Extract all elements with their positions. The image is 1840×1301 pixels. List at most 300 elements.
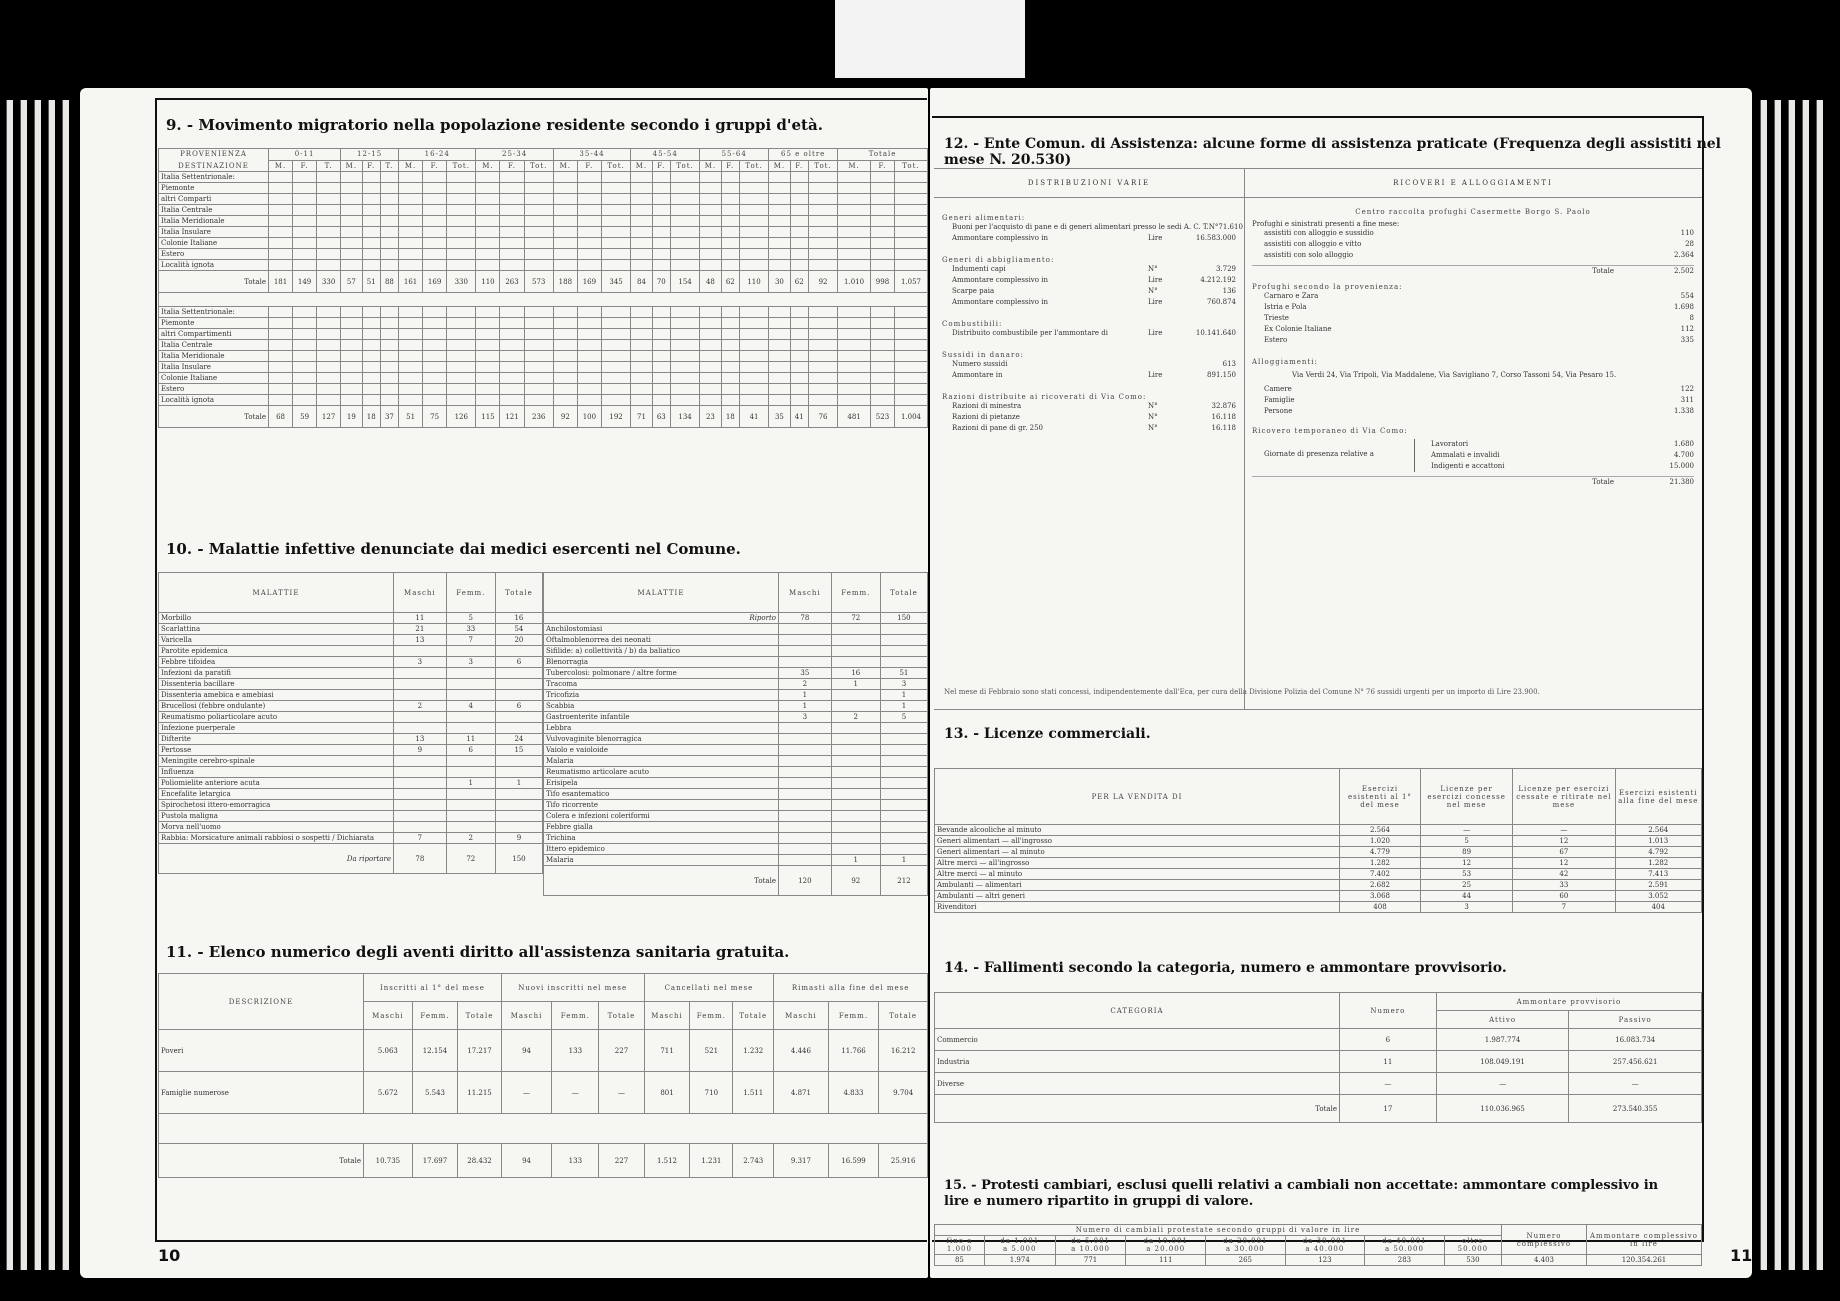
t9-cell [399,384,423,395]
t12-left-value: 891.150 [1207,371,1236,379]
table-row [159,646,543,657]
t9-cell [895,395,928,406]
t9-cell [739,395,768,406]
table-row [159,613,543,624]
t11-subheader: Maschi [774,1002,828,1030]
t10-riporto-f: 72 [831,613,880,624]
t9-cell [423,307,447,318]
t12-left-label: Razioni di pietanze [952,413,1020,421]
t12-left-row [942,359,1236,370]
t14-total-row [935,1095,1702,1123]
t9-cell [423,238,447,249]
t10-disease: Blenorragia [544,657,779,668]
t11-cell: 801 [644,1072,690,1114]
t9-cell [362,205,380,216]
t10-f: 4 [446,701,495,712]
t9-subheader: M. [476,160,500,172]
t13-col: Licenze per esercizi concesse nel mese [1420,769,1512,825]
t12-section-head: Generi di abbigliamento: [942,256,1055,264]
t10-left-total-f: 72 [446,844,495,874]
t9-total-cell: 88 [380,271,398,293]
t13-cell: — [1420,825,1512,836]
t9-cell [601,194,630,205]
table-row [159,362,928,373]
t9-cell [553,183,577,194]
t9-cell [447,249,476,260]
t9-cell [790,329,808,340]
t10-f: 1 [446,778,495,789]
t9-cell [700,373,721,384]
t11-cell: 9.704 [879,1072,928,1114]
t9-cell [790,183,808,194]
table-row [544,833,928,844]
t13-cell: 5 [1420,836,1512,847]
t9-cell [577,362,601,373]
t9-cell [447,384,476,395]
t9-cell [721,362,739,373]
t9-total-cell: 523 [870,406,894,428]
t9-cell [652,194,670,205]
t9-cell [500,395,524,406]
t9-cell [269,307,293,318]
t12-left-row [942,423,1236,434]
t12-right-row [1252,324,1694,335]
t9-cell [739,238,768,249]
t11-total-cell: 28.432 [458,1144,502,1178]
t11-cell: 11.766 [828,1030,879,1072]
t9-total-cell: 100 [577,406,601,428]
t9-spacer-cell [159,293,928,307]
t10-f [831,833,880,844]
t10-t [495,800,542,811]
t9-cell [317,260,341,271]
t10-m [779,800,832,811]
t9-total-cell: 92 [808,271,837,293]
t9-cell [293,260,317,271]
t9-cell [447,329,476,340]
t11-cell: 11.215 [458,1072,502,1114]
t10-disease: Infezione puerperale [159,723,394,734]
t9-cell [269,194,293,205]
t9-cell [631,227,652,238]
t9-cell [293,318,317,329]
t9-cell [601,373,630,384]
t9-cell [341,318,362,329]
t10-head-malattie: MALATTIE [159,573,394,613]
t9-cell [447,340,476,351]
t9-cell [838,172,871,183]
t9-cell [500,172,524,183]
t9-cell [631,340,652,351]
t9-cell [652,362,670,373]
t9-cell [399,238,423,249]
t10-f: 3 [446,657,495,668]
t13-cell: 33 [1513,880,1615,891]
t12-allogg-rows [1252,384,1694,417]
t12-right-row [1252,406,1694,417]
t14-head-num: Numero [1340,993,1437,1029]
t9-cell [870,205,894,216]
t9-cell [739,373,768,384]
t10-t [880,822,927,833]
t9-cell [652,351,670,362]
t10-t: 9 [495,833,542,844]
t9-cell [553,318,577,329]
t12-left-row [942,233,1236,244]
t9-cell [380,260,398,271]
t15-range-from: da 1.001 [1000,1237,1040,1245]
t15-range [935,1236,985,1255]
t12-right-value: 2.364 [1673,251,1694,259]
t12-right-label: Ex Colonie Italiane [1264,325,1332,333]
t9-total-cell: 110 [476,271,500,293]
t9-cell [870,227,894,238]
t10-t [880,778,927,789]
t9-cell [553,362,577,373]
t12-left-label: Numero sussidi [952,360,1008,368]
t9-cell [769,194,790,205]
t15-cell: 283 [1365,1255,1445,1266]
t12-left-row [942,297,1236,308]
t10-disease: Erisipela [544,778,779,789]
t9-cell [895,260,928,271]
t9-cell [808,307,837,318]
t12-ricovero-label: Giornate di presenza relative a [1264,450,1374,458]
t10-m: 3 [394,657,447,668]
t10-disease: Febbre tifoidea [159,657,394,668]
t9-cell [423,194,447,205]
t10-disease: Dissenteria amebica e amebiasi [159,690,394,701]
t9-group: 12-15 [341,149,399,161]
t10-m [779,745,832,756]
t9-cell [423,395,447,406]
t11-subheader: Femm. [412,1002,457,1030]
t10-left-body [159,613,543,874]
t9-cell [631,260,652,271]
t9-cell [399,373,423,384]
t9-cell [721,194,739,205]
t9-total-cell: 51 [362,271,380,293]
t9-subheader: F. [293,160,317,172]
t10-m [779,822,832,833]
t11-total-cell: 10.735 [364,1144,413,1178]
t9-total-cell: 92 [553,406,577,428]
t12-right-label: Famiglie [1264,396,1295,404]
t10-t: 1 [880,701,927,712]
table-row [159,657,543,668]
t12-right-value: 122 [1680,385,1694,393]
t10-f: 11 [446,734,495,745]
table-row [159,329,928,340]
t12-right-row [1419,439,1694,450]
t13-head: PER LA VENDITA DI [935,769,1340,825]
t10-disease: Difterite [159,734,394,745]
t9-cell [870,362,894,373]
t9-cell [447,307,476,318]
t12-left-value: 16.118 [1211,424,1236,432]
t9-cell [362,172,380,183]
t9-cell [293,172,317,183]
t9-cell [631,329,652,340]
table-row [544,767,928,778]
t9-cell [739,329,768,340]
t9-cell [500,362,524,373]
t12-right-label: Estero [1264,336,1288,344]
t10-f: 6 [446,745,495,756]
t9-cell [769,227,790,238]
t15-head-num: Numero complessivo [1502,1225,1587,1255]
t9-cell [670,340,699,351]
t9-cell [652,227,670,238]
t12-left-row [942,286,1236,297]
t9-cell [895,362,928,373]
t9-cell [362,351,380,362]
t11-spacer [159,1114,928,1144]
left-page [80,88,928,1278]
t9-cell [895,340,928,351]
t9-row-label: Italia Insulare [159,362,269,373]
t9-subheader: Tot. [447,160,476,172]
t10-t [495,690,542,701]
t9-cell [670,172,699,183]
t11-cell: — [501,1072,552,1114]
t9-cell [700,249,721,260]
t12-right-value: 554 [1680,292,1694,300]
t14-total-cell: 17 [1340,1095,1437,1123]
table-row [159,1072,928,1114]
t9-cell [790,384,808,395]
t9-row-label: altri Compartimenti [159,329,269,340]
t9-cell [577,260,601,271]
table-row [159,340,928,351]
t12-left-row [942,412,1236,423]
t9-cell [721,205,739,216]
t9-cell [447,205,476,216]
t15-range [1055,1236,1126,1255]
t9-cell [399,395,423,406]
t12-left-unit: N° [1148,413,1158,421]
t9-cell [670,395,699,406]
t9-cell [362,194,380,205]
t9-total-cell: 18 [721,406,739,428]
t14-total-cell: 110.036.965 [1436,1095,1569,1123]
table-row [159,745,543,756]
table-row [159,260,928,271]
t15-table [934,1224,1702,1266]
t15-range-to: a 20.000 [1146,1245,1186,1253]
t9-cell [721,340,739,351]
t11-subheader: Femm. [552,1002,599,1030]
t10-right-total-f: 92 [831,866,880,896]
t9-cell [341,362,362,373]
t9-cell [553,238,577,249]
t14-cell: 16.083.734 [1569,1029,1702,1051]
table-row [544,690,928,701]
t9-cell [524,183,553,194]
t11-group: Nuovi inscritti nel mese [501,974,644,1002]
t9-total-cell: 188 [553,271,577,293]
t9-cell [601,384,630,395]
t12-right-value: 112 [1680,325,1694,333]
t12-right-value: 1.698 [1673,303,1694,311]
t10-m [394,646,447,657]
t9-cell [652,384,670,395]
t10-t [880,844,927,855]
t9-cell [476,395,500,406]
t9-cell [652,373,670,384]
t9-cell [721,384,739,395]
t15-cell: 4.403 [1502,1255,1587,1266]
table-row [935,825,1702,836]
t13-cell: 1.013 [1615,836,1702,847]
t9-cell [293,183,317,194]
t10-disease: Infezioni da paratifi [159,668,394,679]
t9-cell [808,249,837,260]
t10-disease: Morbillo [159,613,394,624]
t13-item: Rivenditori [935,902,1340,913]
t9-cell [500,351,524,362]
t13-cell: 2.564 [1615,825,1702,836]
t9-cell [577,172,601,183]
t9-group: Totale [838,149,928,161]
t12-centro-sub: Profughi e sinistrati presenti a fine mese: [1252,220,1400,228]
t13-cell: 3.068 [1340,891,1421,902]
page-number-left: 10 [158,1246,181,1265]
t9-total-cell: 236 [524,406,553,428]
t11-cell: 1.232 [733,1030,774,1072]
t15-cell: 1.974 [984,1255,1055,1266]
t10-t [495,767,542,778]
t13-cell: 1.282 [1340,858,1421,869]
t10-right-table [543,572,928,896]
table-row [159,668,543,679]
t9-cell [870,238,894,249]
t10-m [779,778,832,789]
t11-cell: 5.543 [412,1072,457,1114]
t9-cell [500,384,524,395]
t12-left-value: 16.583.000 [1195,234,1236,242]
t11-title: 11. - Elenco numerico degli aventi diritto all'assistenza sanitaria gratuita. [166,943,790,961]
t9-total-cell: 110 [739,271,768,293]
t11-cell: 12.154 [412,1030,457,1072]
t9-cell [269,238,293,249]
t15-title: 15. - Protesti cambiari, esclusi quelli relativi a cambiali non accettate: ammontare complessivo in lire e numero ripartito in gruppi di valore. [944,1178,1659,1209]
t9-cell [553,395,577,406]
t10-f: 1 [831,679,880,690]
t12-left-unit: Lire [1148,298,1163,306]
t12-right-row [1252,239,1694,250]
t10-m [779,734,832,745]
table-row [159,183,928,194]
t9-cell [553,373,577,384]
t15-cell: 85 [935,1255,985,1266]
t9-cell [317,384,341,395]
t9-subheader-row [159,160,928,172]
t13-cell: 67 [1513,847,1615,858]
t9-cell [293,351,317,362]
t10-head-f: Femm. [446,573,495,613]
t9-cell [700,172,721,183]
t9-cell [447,373,476,384]
t9-subheader: F. [790,160,808,172]
t10-t: 1 [880,855,927,866]
t10-disease: Tracoma [544,679,779,690]
t9-row-label: Italia Centrale [159,340,269,351]
t9-cell [317,227,341,238]
table-row [544,734,928,745]
table-row [544,811,928,822]
t9-cell [553,384,577,395]
t9-cell [423,384,447,395]
t9-cell [362,318,380,329]
t11-subheader: Totale [458,1002,502,1030]
t9-cell [524,351,553,362]
t9-cell [670,351,699,362]
t12-ricovero-total: 21.380 [1669,478,1694,486]
t15-range [1126,1236,1206,1255]
t9-cell [577,307,601,318]
t9-cell [631,194,652,205]
t15-range [1206,1236,1286,1255]
t9-cell [601,238,630,249]
t9-total-cell: 330 [317,271,341,293]
t9-total-cell: 57 [341,271,362,293]
table-row [159,194,928,205]
t9-subheader: F. [577,160,601,172]
t10-disease: Tifo ricorrente [544,800,779,811]
table-row [159,227,928,238]
t9-cell [500,227,524,238]
t12-left-value: 10.141.640 [1195,329,1236,337]
t11-cell: 711 [644,1030,690,1072]
t10-disease: Reumatismo articolare acuto [544,767,779,778]
t9-total-cell: 37 [380,406,398,428]
t10-t [880,635,927,646]
t10-t: 16 [495,613,542,624]
t15-range-from: da 10.001 [1143,1237,1188,1245]
t9-cell [870,172,894,183]
t10-disease: Varicella [159,635,394,646]
t9-cell [670,318,699,329]
t9-cell [341,238,362,249]
t9-cell [631,183,652,194]
t9-cell [500,238,524,249]
t9-cell [577,351,601,362]
t15-range-to: a 30.000 [1225,1245,1265,1253]
t13-item: Bevande alcooliche al minuto [935,825,1340,836]
t12-right-label: Istria e Pola [1264,303,1307,311]
t9-total-cell: 48 [700,271,721,293]
t10-f [831,745,880,756]
t10-f [831,778,880,789]
table-row [159,395,928,406]
t9-cell [769,249,790,260]
t10-disease: Rabbia: Morsicature animali rabbiosi o sospetti / Dichiarata [159,833,394,844]
t12-right-row [1252,291,1694,302]
t9-cell [447,395,476,406]
t9-total-cell: 169 [577,271,601,293]
t9-cell [293,384,317,395]
t9-cell [670,249,699,260]
t14-cell: — [1340,1073,1437,1095]
t9-total-cell: 161 [399,271,423,293]
t9-total-cell: 121 [500,406,524,428]
table-row [159,624,543,635]
t9-cell [631,373,652,384]
t9-cell [399,205,423,216]
t9-cell [700,216,721,227]
t11-total-cell: 94 [501,1144,552,1178]
